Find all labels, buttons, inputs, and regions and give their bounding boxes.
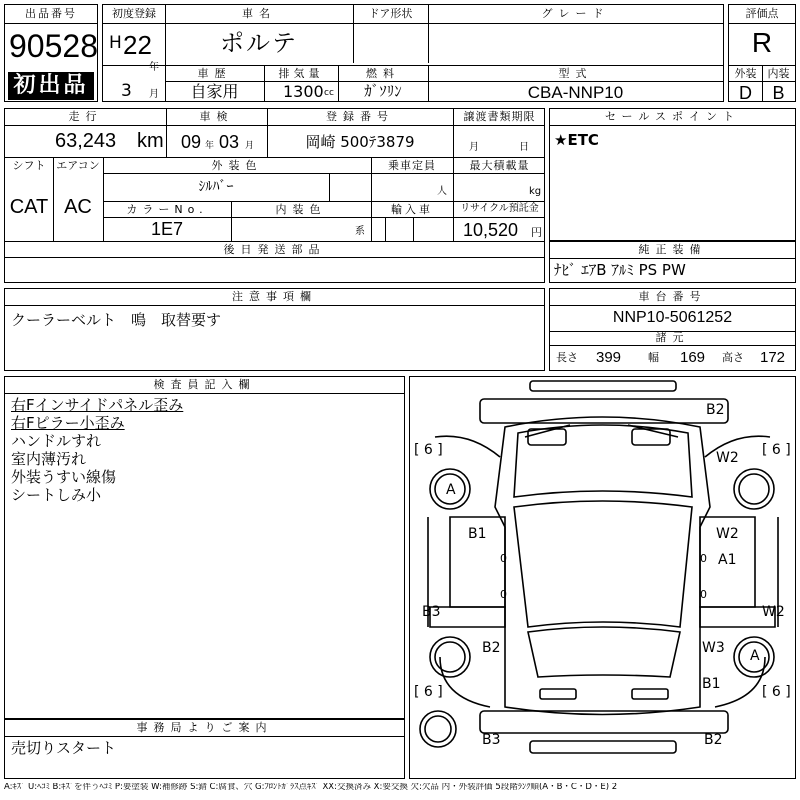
tire-depth-rf: [ 6 ] (762, 442, 791, 458)
tire-depth-lf: [ 6 ] (414, 442, 443, 458)
mark-b3-l: B3 (422, 604, 441, 620)
import-label: 輸入車 (391, 203, 433, 216)
mark-b1-l: B1 (468, 526, 487, 542)
insp-year-unit: 年 (205, 141, 215, 151)
fuel-value: ｶﾞｿﾘﾝ (364, 82, 402, 100)
equipment-box (549, 241, 796, 283)
displacement-value: 1300 (283, 82, 324, 101)
mark-w3-r: W3 (702, 640, 725, 656)
mark-zero-r2: 0 (700, 588, 707, 601)
era: H (109, 33, 122, 53)
door-label: ドア形状 (368, 7, 413, 20)
insp-year: 09 (181, 132, 202, 152)
inspector-line-2: 右Fピラー小歪み (11, 414, 125, 432)
mark-b2-l: B2 (482, 640, 501, 656)
reg-year-unit: 年 (149, 62, 159, 73)
reg-year: 22 (123, 30, 152, 60)
car-name: ポルテ (220, 29, 298, 57)
capacity-unit: 人 (437, 186, 447, 197)
color-no-label: カラーNo. (126, 203, 208, 216)
tire-depth-rr: [ 6 ] (762, 684, 791, 700)
score-label: 評価点 (745, 7, 779, 20)
inspector-label: 検査員記入欄 (153, 378, 256, 391)
reg-month-unit: 月 (149, 89, 159, 100)
displacement-label: 排気量 (278, 67, 324, 80)
reg-label: 初度登録 (112, 7, 156, 20)
mark-a-lf: A (446, 482, 456, 498)
transfer-label: 譲渡書類期限 (463, 110, 536, 123)
mark-b2-bottom: B2 (704, 732, 723, 748)
notes-text: クーラーベルト 鳴 取替要す (11, 311, 222, 329)
mileage-value: 63,243 (55, 130, 117, 152)
shift-value: CAT (9, 196, 49, 218)
tire-depth-lr: [ 6 ] (414, 684, 443, 700)
equipment-text: ﾅﾋﾞ ｴｱB ｱﾙﾐ PS PW (554, 261, 686, 279)
mark-zero-l: 0 (500, 552, 507, 565)
insp-month: 03 (219, 132, 240, 152)
registration-header (102, 4, 724, 102)
car-name-label: 車名 (242, 7, 276, 20)
inspector-box (4, 376, 405, 719)
inspector-line-6: シートしみ小 (11, 486, 102, 504)
lot-number: 90528 (9, 28, 98, 64)
recycle-value: 10,520 (463, 220, 519, 240)
mark-b2-top: B2 (706, 402, 725, 418)
sales-point-label: セールスポイント (604, 110, 740, 123)
load-label: 最大積載量 (469, 159, 530, 172)
inspector-line-5: 外装うすい線傷 (11, 468, 117, 486)
first-listing-badge: 初出品 (8, 72, 94, 100)
inspection-label: 車検 (199, 110, 234, 123)
office-label: 事務局よりご案内 (136, 721, 273, 734)
shift-label: シフト (12, 159, 46, 172)
car-outline (410, 377, 795, 778)
color-no-value: 1E7 (150, 219, 184, 239)
legend: A:ｷｽﾞ U:ﾍｺﾐ B:ｷｽﾞを伴うﾍｺﾐ P:要塗装 W:補修跡 S:錆 C:腐食、穴 G:ﾌﾛﾝﾄｶﾞﾗｽ点ｷｽﾞ XX:交換済み X:要交換 欠:欠品 内・外装評価 5段階ﾗﾝｸ順(A・B・C・D・E) 2 (4, 783, 618, 792)
recycle-label: リサイクル預託金 (460, 203, 539, 214)
insp-month-unit: 月 (245, 141, 255, 151)
capacity-label: 乗車定員 (388, 159, 436, 172)
height-value: 172 (760, 349, 786, 366)
mark-b3-bottom: B3 (482, 732, 501, 748)
mark-b1-r: B1 (702, 676, 721, 692)
model-value: CBA-NNP10 (527, 83, 624, 102)
damage-diagram (409, 376, 796, 779)
plate-label: 登録番号 (326, 110, 394, 123)
history-label: 車歴 (197, 67, 232, 80)
exterior-label: 外装 (734, 67, 757, 80)
ac-value: AC (64, 196, 92, 218)
mark-w2-r: W2 (716, 526, 739, 542)
exterior-grade: D (739, 83, 752, 103)
sales-point-text: ★ETC (554, 131, 599, 149)
color-value: ｼﾙﾊﾞｰ (198, 179, 234, 195)
inspector-line-3: ハンドルすれ (11, 432, 102, 450)
score-box (728, 4, 796, 102)
lot-box (4, 4, 98, 102)
interior-label: 内装 (767, 67, 790, 80)
transfer-day: 日 (519, 142, 529, 153)
grade-label: グレード (541, 7, 610, 20)
mark-w2-rr: W2 (762, 604, 785, 620)
chassis-number: NNP10-5061252 (612, 309, 733, 326)
length-value: 399 (596, 349, 622, 366)
displacement-unit: cc (324, 88, 334, 98)
lot-label: 出品番号 (25, 7, 77, 20)
dims-label: 諸元 (655, 331, 690, 344)
mark-a-rr: A (750, 648, 760, 664)
width-value: 169 (680, 349, 706, 366)
length-label: 長さ (556, 351, 578, 364)
interior-color-label: 内装色 (275, 203, 327, 216)
notes-box (4, 288, 545, 371)
history-value: 自家用 (190, 82, 239, 101)
equipment-label: 純正装備 (638, 243, 707, 256)
notes-label: 注意事項欄 (232, 290, 317, 303)
office-box (4, 719, 405, 779)
office-text: 売切りスタート (11, 739, 117, 757)
mark-zero-l2: 0 (500, 588, 507, 601)
mark-zero-r: 0 (700, 552, 707, 565)
ac-label: エアコン (56, 159, 100, 172)
chassis-label: 車台番号 (638, 290, 707, 303)
mark-a1-r: A1 (718, 552, 737, 568)
interior-grade: B (772, 83, 785, 103)
mark-w2-rf: W2 (716, 450, 739, 466)
transfer-month: 月 (469, 142, 479, 153)
plate-value: 岡崎 500ﾃ3879 (305, 133, 415, 151)
interior-color-unit: 系 (355, 226, 365, 237)
chassis-box (549, 288, 796, 371)
height-label: 高さ (722, 351, 744, 364)
reg-month: 3 (121, 81, 132, 101)
load-unit: kg (529, 186, 542, 197)
fuel-label: 燃料 (366, 67, 400, 80)
width-label: 幅 (648, 351, 659, 364)
model-label: 型式 (558, 67, 593, 80)
parts-label: 後日発送部品 (223, 243, 326, 256)
score-value: R (751, 27, 773, 58)
recycle-unit: 円 (531, 226, 542, 239)
inspector-line-1: 右Fインサイドパネル歪み (11, 396, 184, 414)
sales-point-box (549, 108, 796, 241)
mileage-label: 走行 (68, 110, 103, 123)
inspector-line-4: 室内薄汚れ (11, 450, 87, 468)
vehicle-info-grid (4, 108, 545, 283)
color-label: 外装色 (211, 159, 263, 172)
mileage-unit: km (137, 130, 164, 152)
